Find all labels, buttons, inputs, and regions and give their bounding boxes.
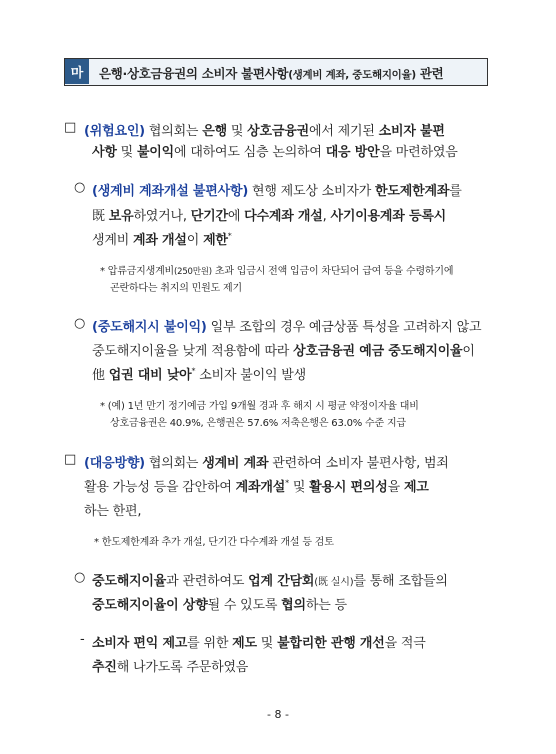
section-badge: 마	[65, 59, 89, 84]
text: 를	[449, 184, 462, 199]
text: 을	[387, 480, 404, 495]
text-bold: 제도	[232, 636, 257, 651]
risk-label: (위험요인)	[84, 124, 145, 139]
text: 및	[116, 145, 137, 160]
text-bold: 제고	[403, 480, 429, 495]
text: 일부 조합의 경우 예금상품 특성을 고려하지 않고	[206, 320, 482, 335]
sec2-line2	[84, 476, 429, 495]
text-bold: 다수계좌 개설	[244, 209, 323, 224]
text: 에	[227, 209, 245, 224]
text: 를 위한	[187, 636, 233, 651]
sec1-line2	[92, 141, 458, 160]
text: (既 실시)	[314, 577, 354, 588]
text-bold: 활용시 편의성	[309, 480, 388, 495]
text: 해 나가도록 주문하였음	[116, 660, 249, 675]
item2-note1: * (예) 1년 만기 정기예금 가입 9개월 경과 후 해지 시 평균 약정이자율 대비	[100, 401, 419, 412]
text: 협의회는	[144, 124, 203, 139]
page-number: - 8 -	[267, 708, 289, 721]
text: ,	[322, 209, 331, 224]
footnote-mark: *	[285, 478, 289, 488]
item4-line1	[92, 632, 426, 651]
section-title	[99, 64, 443, 82]
item2-line2	[92, 340, 475, 359]
text-bold: 은행	[202, 124, 227, 139]
circle-bullet: ○	[74, 316, 86, 331]
text-bold: 보유	[108, 209, 134, 224]
text-bold: 불이익	[136, 145, 175, 160]
text: 현행 제도상 소비자가	[248, 184, 376, 199]
text: 및	[288, 480, 310, 495]
text: 과 관련하여도	[166, 574, 249, 589]
item1-note1	[100, 262, 453, 277]
text-bold: 소비자 불편	[378, 124, 445, 139]
square-bullet: □	[64, 120, 77, 135]
text: 를 통해 조합들의	[353, 574, 448, 589]
item2-line3	[92, 364, 306, 383]
text: 既	[92, 209, 109, 224]
item4-line2	[92, 656, 248, 675]
text: * 압류금지생계비	[100, 266, 174, 277]
item2-line1	[92, 316, 481, 335]
text-bold: 추진	[92, 660, 117, 675]
text-bold: 협의	[281, 598, 306, 613]
text: 및	[256, 636, 278, 651]
sec1-line1	[84, 120, 445, 139]
text-bold: 중도해지이율	[92, 574, 167, 589]
text: 중도해지이율을 낮게 적용함에 따라	[92, 344, 294, 359]
text-bold: 소비자 편익 제고	[92, 636, 188, 651]
text: 이	[186, 233, 204, 248]
text-bold: 사기이용계좌 등록시	[330, 209, 447, 224]
footnote-mark: *	[191, 366, 196, 376]
text: 될 수 있도록	[207, 598, 282, 613]
text: (250만원)	[174, 267, 212, 277]
text: 을 마련하였음	[379, 145, 458, 160]
circle-bullet: ○	[74, 570, 86, 585]
text: 활용 가능성 등을 감안하여	[84, 480, 236, 495]
text-bold: 사항	[92, 145, 117, 160]
text: 他	[92, 368, 109, 383]
text-bold: 업계 간담회	[248, 574, 315, 589]
item-label: (중도해지시 불이익)	[92, 320, 207, 335]
item3-line1	[92, 570, 448, 589]
footnote-mark: *	[227, 231, 232, 241]
text: 하였거나,	[133, 209, 191, 224]
text: 생계비	[92, 233, 134, 248]
item-label: (생계비 계좌개설 불편사항)	[92, 184, 249, 199]
text-bold: 단기간	[190, 209, 228, 224]
text-bold: 업권 대비 낮아	[108, 368, 192, 383]
text-bold: 제한	[203, 233, 228, 248]
sec2-note1: * 한도제한계좌 추가 개설, 단기간 다수계좌 개설 등 검토	[94, 537, 334, 548]
text-bold: 생계비 계좌	[202, 456, 269, 471]
text-bold: 한도제한계좌	[375, 184, 450, 199]
text-bold: 계좌개설	[235, 480, 286, 495]
text: 에 대하여도 심층 논의하여	[174, 145, 326, 160]
text: 하는 등	[305, 598, 347, 613]
item1-note2: 곤란하다는 취지의 민원도 제기	[110, 283, 242, 294]
sec2-line1	[84, 452, 449, 471]
title-end: 관련	[415, 66, 444, 81]
text: 에서 제기된	[308, 124, 379, 139]
text: 을 적극	[384, 636, 426, 651]
circle-bullet: ○	[74, 180, 86, 195]
text-bold: 중도해지이율이 상향	[92, 598, 208, 613]
text: 및	[226, 124, 248, 139]
text-bold: 상호금융권	[247, 124, 309, 139]
square-bullet: □	[64, 452, 77, 467]
sec2-line3: 하는 한편,	[84, 504, 142, 519]
item2-note2: 상호금융권은 40.9%, 은행권은 57.6% 저축은행은 63.0% 수준 지급	[110, 418, 406, 429]
item1-line3	[92, 229, 232, 248]
text-bold: 불합리한 관행 개선	[277, 636, 385, 651]
text: 초과 입금시 전액 입금이 차단되어 급여 등을 수령하기에	[211, 266, 454, 277]
title-paren: (생계비 계좌, 중도해지이율)	[288, 69, 416, 81]
text: 이	[462, 344, 475, 359]
item3-line2	[92, 594, 347, 613]
text: 관련하여 소비자 불편사항, 범죄	[268, 456, 449, 471]
item1-line1	[92, 180, 462, 199]
text-bold: 계좌 개설	[133, 233, 187, 248]
text-bold: 대응 방안	[325, 145, 380, 160]
text: 협의회는	[144, 456, 203, 471]
text-bold: 상호금융권 예금 중도해지이율	[293, 344, 463, 359]
response-label: (대응방향)	[84, 456, 145, 471]
text: 소비자 불이익 발생	[195, 368, 307, 383]
dash-bullet: -	[80, 632, 85, 647]
item1-line2	[92, 205, 446, 224]
section-header	[64, 58, 488, 86]
title-main: 은행·상호금융권의 소비자 불편사항	[99, 66, 289, 81]
